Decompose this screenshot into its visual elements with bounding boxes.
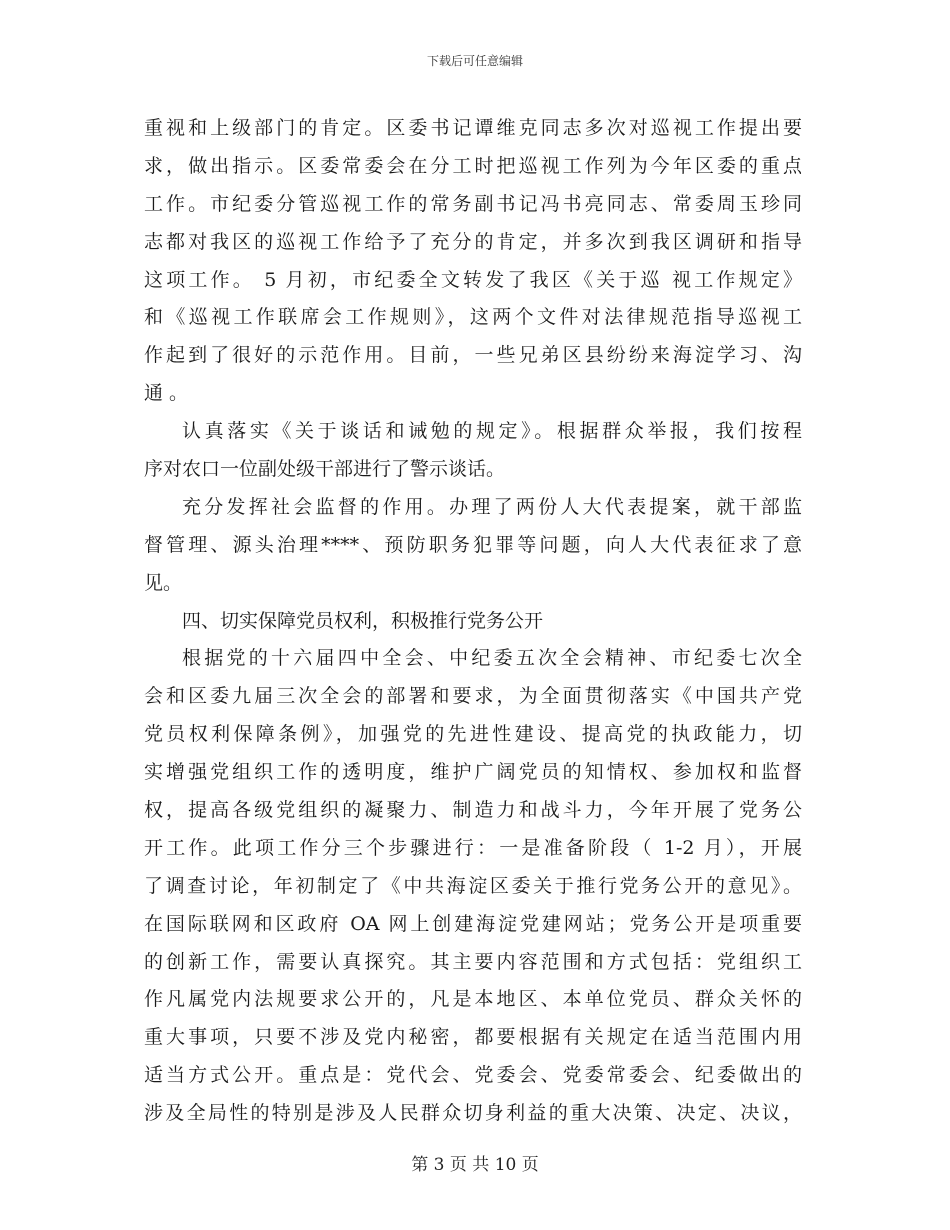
text-line: 党员权利保障条例》，加强党的先进性建设、提高党的执政能力，切 — [144, 723, 802, 746]
text-line: 这项工作。 5 月初，市纪委全文转发了我区《关于巡 视工作规定》 — [144, 268, 802, 291]
text-line: 适当方式公开。重点是：党代会、党委会、党委常委会、纪委做出的 — [144, 1064, 802, 1087]
text-line: 四、切实保障党员权利，积极推行党务公开 — [182, 609, 544, 632]
page-footer: 第 3 页 共 10 页 — [411, 1155, 539, 1175]
text-line: 作凡属党内法规要求公开的，凡是本地区、本单位党员、群众关怀的 — [144, 988, 802, 1011]
text-line: 序对农口一位副处级干部进行了警示谈话。 — [144, 458, 506, 481]
text-line: 在国际联网和区政府 OA 网上创建海淀党建网站；党务公开是项重要 — [144, 912, 802, 935]
text-line: 涉及全局性的特别是涉及人民群众切身利益的重大决策、决定、决议， — [144, 1102, 802, 1125]
text-line: 权，提高各级党组织的凝聚力、制造力和战斗力，今年开展了党务公 — [144, 799, 802, 822]
text-line: 了调查讨论，年初制定了《中共海淀区委关于推行党务公开的意见》。 — [144, 874, 802, 897]
document-body — [144, 110, 802, 1133]
text-line: 作起到了很好的示范作用。目前，一些兄弟区县纷纷来海淀学习、沟 — [144, 344, 802, 367]
text-line: 见。 — [144, 571, 183, 594]
text-line: 通 。 — [144, 382, 189, 405]
text-line: 重视和上级部门的肯定。区委书记谭维克同志多次对巡视工作提出要 — [144, 117, 802, 139]
text-line: 根据党的十六届四中全会、中纪委五次全会精神、市纪委七次全 — [182, 647, 802, 670]
text-line: 志都对我区的巡视工作给予了充分的肯定，并多次到我区调研和指导 — [144, 230, 802, 253]
text-line: 督管理、源头治理****、预防职务犯罪等问题，向人大代表征求了意 — [144, 533, 802, 556]
page-header: 下载后可任意编辑 — [426, 54, 523, 68]
text-line: 认真落实《关于谈话和诫勉的规定》。根据群众举报，我们按程 — [182, 420, 802, 443]
text-line: 实增强党组织工作的透明度，维护广阔党员的知情权、参加权和监督 — [144, 761, 802, 784]
text-line: 充分发挥社会监督的作用。办理了两份人大代表提案，就干部监 — [182, 495, 802, 518]
text-line: 重大事项，只要不涉及党内秘密，都要根据有关规定在适当范围内用 — [144, 1026, 802, 1049]
text-line: 会和区委九届三次全会的部署和要求，为全面贯彻落实《中国共产党 — [144, 685, 802, 708]
text-line: 求，做出指示。区委常委会在分工时把巡视工作列为今年区委的重点 — [144, 154, 802, 177]
text-line: 工作。市纪委分管巡视工作的常务副书记冯书亮同志、常委周玉珍同 — [144, 192, 802, 215]
text-line: 的创新工作，需要认真探究。其主要内容范围和方式包括：党组织工 — [144, 950, 802, 973]
text-line: 开工作。此项工作分三个步骤进行：一是准备阶段（ 1-2 月），开展 — [144, 836, 802, 859]
text-line: 和《巡视工作联席会工作规则》，这两个文件对法律规范指导巡视工 — [144, 306, 802, 329]
